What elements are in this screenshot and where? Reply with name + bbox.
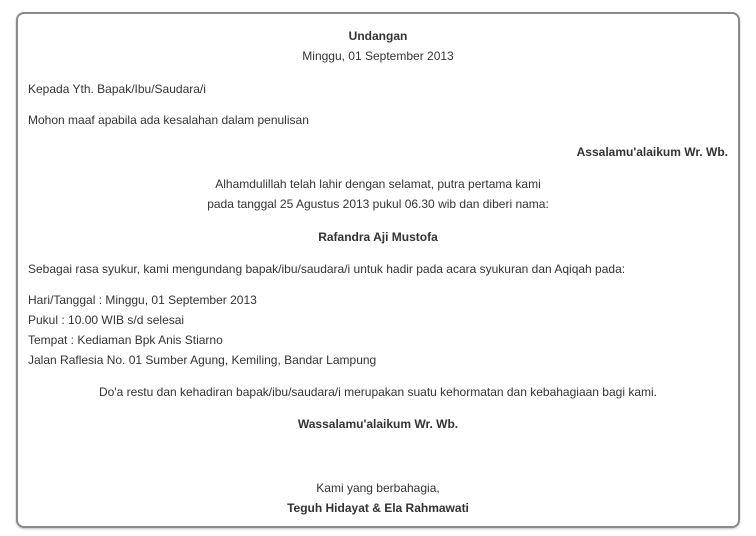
invitation-card xyxy=(16,12,740,528)
child-name: Rafandra Aji Mustofa xyxy=(318,230,438,244)
signatories: Teguh Hidayat & Ela Rahmawati xyxy=(287,501,469,515)
letter-title: Undangan xyxy=(348,29,408,43)
detail-time: Pukul : 10.00 WIB s/d selesai xyxy=(28,313,185,327)
closing-greeting: Wassalamu'alaikum Wr. Wb. xyxy=(297,417,459,431)
invitation-line: Sebagai rasa syukur, kami mengundang bapak/ibu/saudara/i untuk hadir pada acara syukuran dan Aqiqah pada: xyxy=(28,262,626,276)
detail-address: Jalan Raflesia No. 01 Sumber Agung, Kemiling, Bandar Lampung xyxy=(28,353,377,367)
opening-greeting: Assalamu'alaikum Wr. Wb. xyxy=(576,145,728,159)
recipient-line: Kepada Yth. Bapak/Ibu/Saudara/i xyxy=(28,82,206,96)
prayer-line: Do'a restu dan kehadiran bapak/ibu/saudara/i merupakan suatu kehormatan dan kebahagiaan bagi kami. xyxy=(99,385,657,399)
detail-day-date: Hari/Tanggal : Minggu, 01 September 2013 xyxy=(28,293,257,307)
announcement-line-1: Alhamdulillah telah lahir dengan selamat, putra pertama kami xyxy=(215,177,541,191)
announcement-line-2: pada tanggal 25 Agustus 2013 pukul 06.30 wib dan diberi nama: xyxy=(207,197,549,211)
apology-line: Mohon maaf apabila ada kesalahan dalam penulisan xyxy=(28,113,309,127)
signoff-line: Kami yang berbahagia, xyxy=(316,481,440,495)
detail-place: Tempat : Kediaman Bpk Anis Stiarno xyxy=(28,333,223,347)
letter-date: Minggu, 01 September 2013 xyxy=(302,49,454,63)
